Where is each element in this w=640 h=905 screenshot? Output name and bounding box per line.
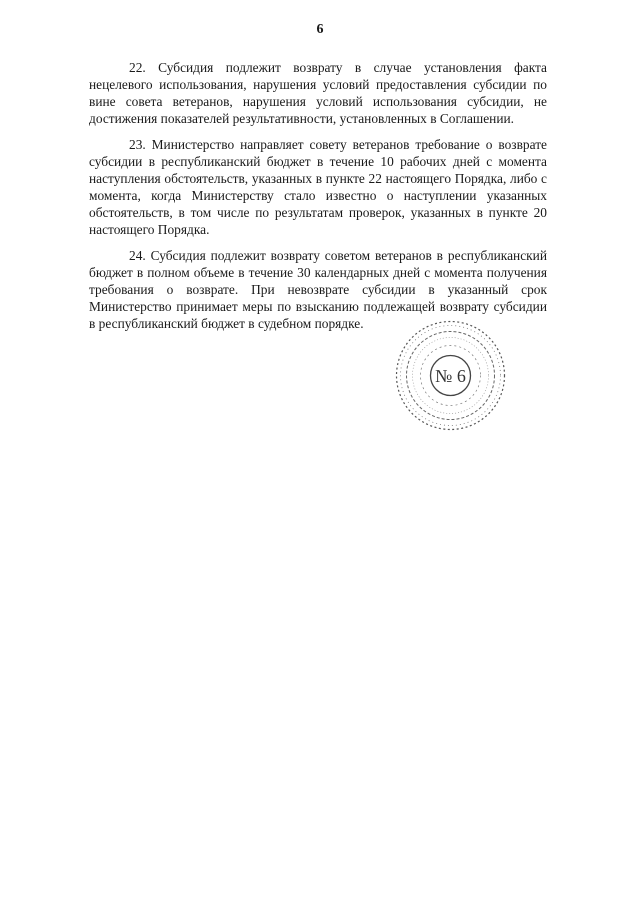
official-stamp-seal [393, 318, 508, 433]
paragraph-24: 24. Субсидия подлежит возврату советом ветеранов в республиканский бюджет в полном объеме в течение 30 календарных дней с момента получения требования о возврате. При невозврате субсидии в указанный срок Министерство принимает меры по взысканию подлежащей возврату субсидии в республиканский бюджет в судебном порядке. [89, 248, 547, 331]
seal-graphic [393, 318, 508, 433]
paragraph-23: 23. Министерство направляет совету ветеранов требование о возврате субсидии в республиканский бюджет в течение 10 рабочих дней с момента наступления обстоятельств, указанных в пункте 22 настоящего Порядка, либо с момента, когда Министерству стало известно о наступлении указанных обстоятельств, в том числе по результатам проверок, указанных в пункте 20 настоящего Порядка. [89, 137, 547, 237]
document-body [89, 59, 547, 341]
stamp-label: № 6 [435, 366, 466, 386]
page-number: 6 [316, 22, 324, 37]
paragraph-22: 22. Субсидия подлежит возврату в случае установления факта нецелевого использования, нарушения условий предоставления субсидии по вине совета ветеранов, нарушения условий использования субсидии, не достижения показателей результативности, установленных в Соглашении. [89, 60, 547, 126]
